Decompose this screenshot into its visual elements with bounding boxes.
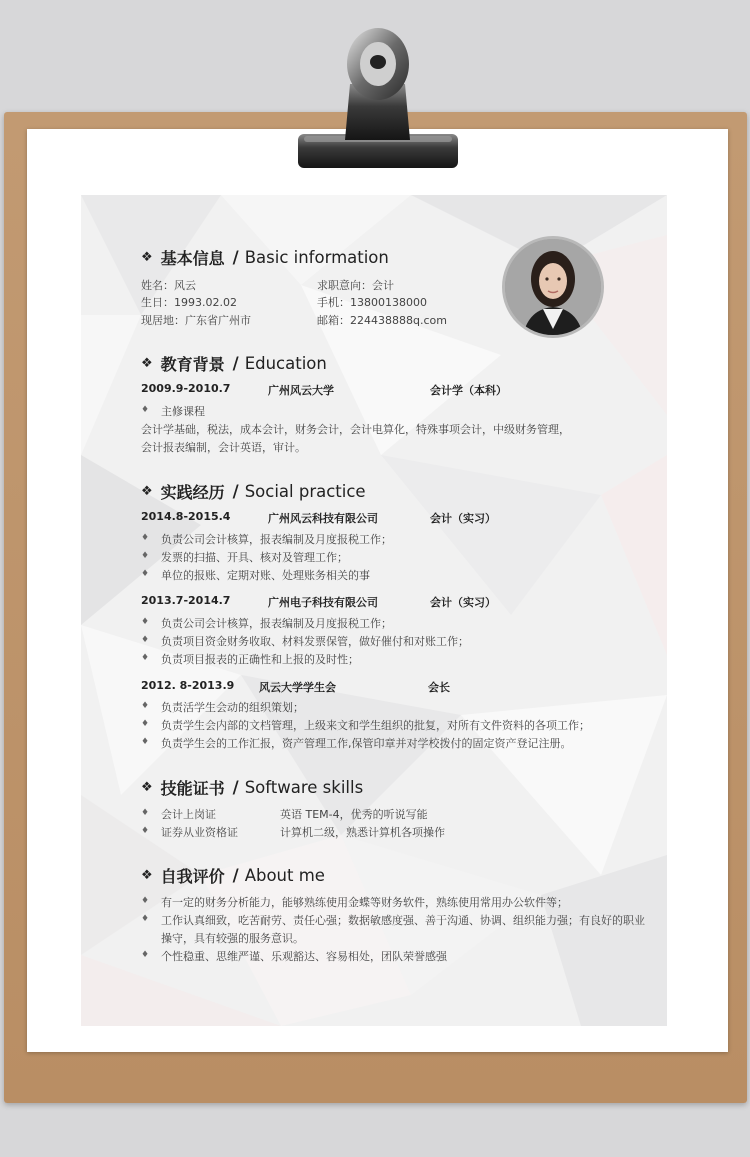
- job-org: 广州电子科技有限公司: [268, 596, 378, 609]
- job-item: 负责项目报表的正确性和上报的及时性；: [161, 653, 359, 666]
- skill-item: 英语 TEM-4，优秀的听说写能: [280, 808, 428, 821]
- about-item: 个性稳重、思维严谨、乐观豁达、容易相处，团队荣誉感强: [161, 950, 447, 963]
- job-item: 发票的扫描、开具、核对及管理工作；: [161, 551, 348, 564]
- birth-field: 生日：1993.02.02: [141, 296, 237, 309]
- about-item: 有一定的财务分析能力，能够熟练使用金蝶等财务软件，熟练使用常用办公软件等；: [161, 896, 568, 909]
- diamond-icon: ❖: [141, 780, 153, 795]
- small-diamond-icon: ♦: [141, 896, 150, 906]
- section-title-zh: 实践经历: [160, 483, 225, 502]
- job-item: 负责活学生会动的组织策划；: [161, 701, 304, 714]
- skill-item: 会计上岗证: [161, 808, 216, 821]
- small-diamond-icon: ♦: [141, 569, 150, 579]
- job-item: 负责公司会计核算，报表编制及月度报税工作；: [161, 617, 392, 630]
- small-diamond-icon: ♦: [141, 617, 150, 627]
- job-org: 广州风云科技有限公司: [268, 512, 378, 525]
- section-title-zh: 教育背景: [160, 355, 225, 374]
- job-role: 会长: [428, 681, 450, 694]
- phone-field: 手机：13800138000: [317, 296, 427, 309]
- intent-field: 求职意向：会计: [317, 279, 394, 292]
- small-diamond-icon: ♦: [141, 551, 150, 561]
- slash: /: [232, 778, 239, 797]
- slash: /: [232, 354, 239, 373]
- course-heading: 主修课程: [161, 405, 205, 418]
- diamond-icon: ❖: [141, 868, 153, 883]
- small-diamond-icon: ♦: [141, 719, 150, 729]
- section-education-title: [141, 352, 327, 375]
- slash: /: [232, 482, 239, 501]
- diamond-icon: ❖: [141, 356, 153, 371]
- education-major: 会计学（本科）: [430, 384, 507, 397]
- job-period: 2012. 8-2013.9: [141, 679, 235, 692]
- job-role: 会计（实习）: [430, 512, 496, 525]
- job-period: 2013.7-2014.7: [141, 594, 231, 607]
- job-item: 负责学生会内部的文档管理，上级来文和学生组织的批复，对所有文件资料的各项工作；: [161, 719, 590, 732]
- diamond-icon: ❖: [141, 484, 153, 499]
- small-diamond-icon: ♦: [141, 826, 150, 836]
- binder-clip-icon: [290, 24, 465, 170]
- section-title-zh: 基本信息: [160, 249, 225, 268]
- small-diamond-icon: ♦: [141, 914, 150, 924]
- small-diamond-icon: ♦: [141, 950, 150, 960]
- section-basic-title: [141, 246, 389, 269]
- section-title-en: About me: [244, 866, 325, 885]
- section-practice-title: [141, 480, 366, 503]
- course-line: 会计报表编制，会计英语，审计。: [141, 441, 306, 454]
- job-item: 负责公司会计核算，报表编制及月度报税工作；: [161, 533, 392, 546]
- small-diamond-icon: ♦: [141, 737, 150, 747]
- section-title-en: Education: [244, 354, 327, 373]
- about-item: 工作认真细致，吃苦耐劳、责任心强；数据敏感度强、善于沟通、协调、组织能力强；有良好的职业: [161, 914, 645, 927]
- section-title-en: Social practice: [244, 482, 366, 501]
- small-diamond-icon: ♦: [141, 635, 150, 645]
- slash: /: [232, 866, 239, 885]
- avatar: [505, 239, 601, 335]
- job-item: 负责项目资金财务收取、材料发票保管，做好催付和对账工作；: [161, 635, 469, 648]
- small-diamond-icon: ♦: [141, 808, 150, 818]
- section-about-title: [141, 864, 325, 887]
- section-skills-title: [141, 776, 363, 799]
- email-field: 邮箱：224438888q.com: [317, 314, 447, 327]
- skill-item: 计算机二级，熟悉计算机各项操作: [280, 826, 445, 839]
- job-period: 2014.8-2015.4: [141, 510, 231, 523]
- name-field: 姓名：风云: [141, 279, 196, 292]
- slash: /: [232, 248, 239, 267]
- about-item: 操守，具有较强的服务意识。: [161, 932, 304, 945]
- skill-item: 证券从业资格证: [161, 826, 238, 839]
- diamond-icon: ❖: [141, 250, 153, 265]
- job-org: 风云大学学生会: [259, 681, 336, 694]
- small-diamond-icon: ♦: [141, 653, 150, 663]
- small-diamond-icon: ♦: [141, 405, 150, 415]
- job-item: 单位的报账、定期对账、处理账务相关的事: [161, 569, 370, 582]
- address-field: 现居地：广东省广州市: [141, 314, 251, 327]
- education-school: 广州风云大学: [268, 384, 334, 397]
- section-title-zh: 技能证书: [160, 779, 225, 798]
- section-title-en: Software skills: [244, 778, 364, 797]
- small-diamond-icon: ♦: [141, 701, 150, 711]
- small-diamond-icon: ♦: [141, 533, 150, 543]
- job-role: 会计（实习）: [430, 596, 496, 609]
- section-title-en: Basic information: [244, 248, 389, 267]
- education-period: 2009.9-2010.7: [141, 382, 231, 395]
- job-item: 负责学生会的工作汇报，资产管理工作,保管印章并对学校拨付的固定资产登记注册。: [161, 737, 572, 750]
- portrait-photo-icon: [505, 239, 601, 335]
- course-line: 会计学基础，税法，成本会计，财务会计，会计电算化，特殊事项会计，中级财务管理，: [141, 423, 570, 436]
- section-title-zh: 自我评价: [160, 867, 225, 886]
